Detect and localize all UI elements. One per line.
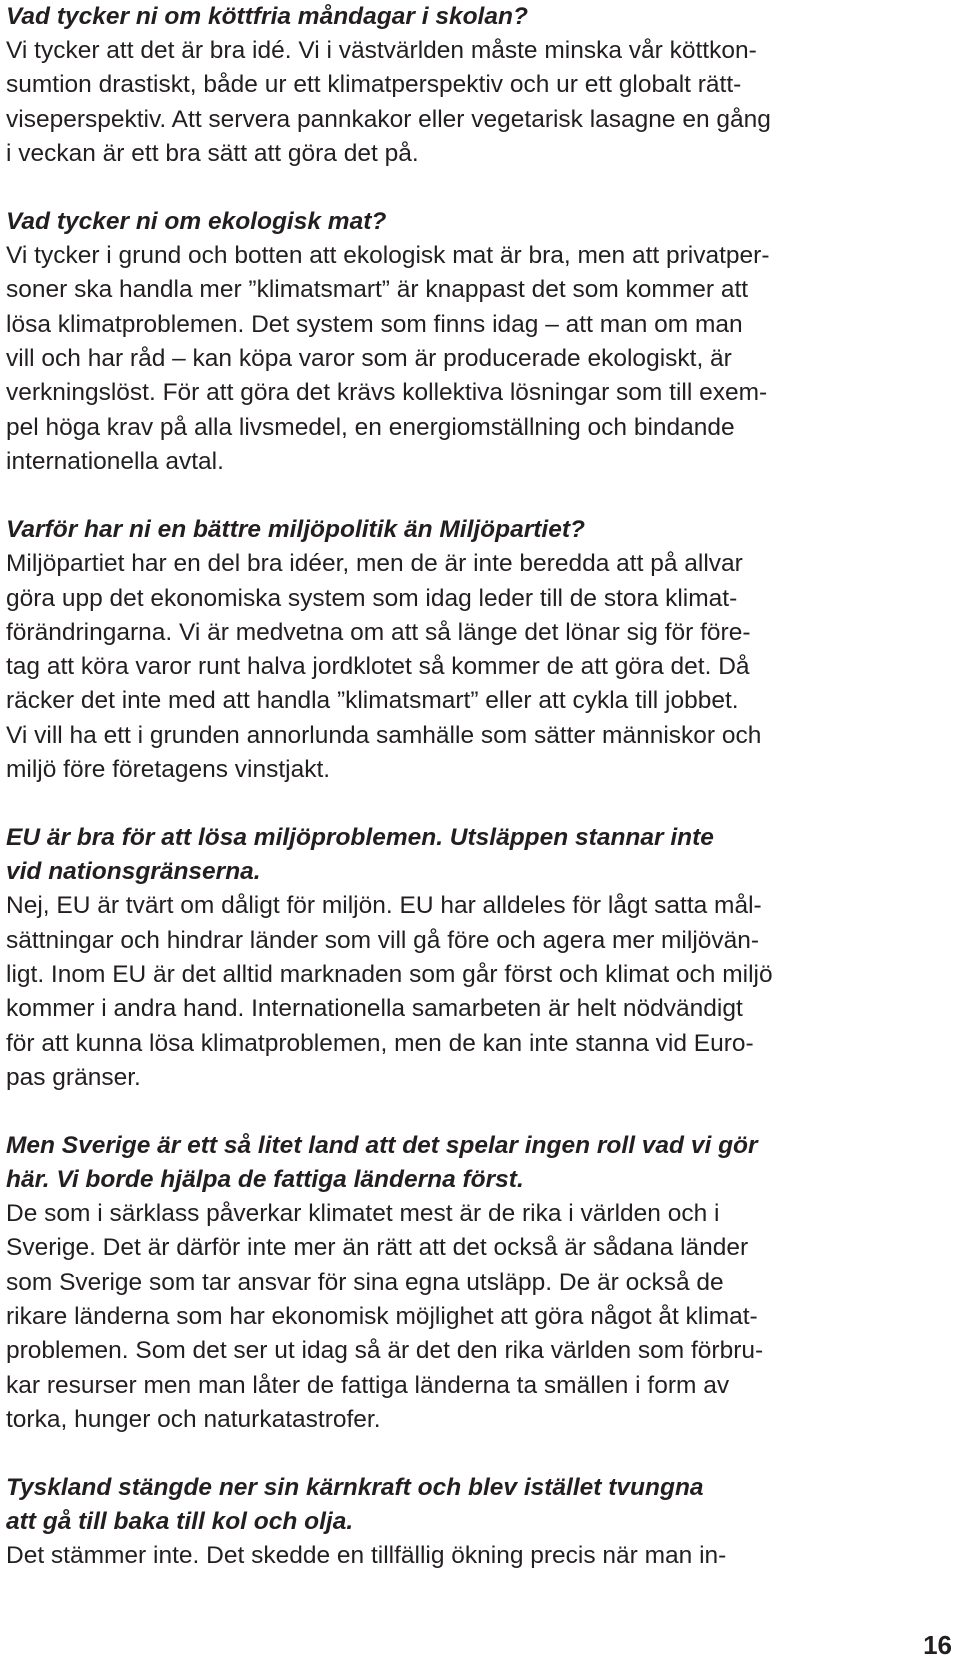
question-heading: EU är bra för att lösa miljöproblemen. Utsläppen stannar inte vid nationsgränserna. xyxy=(6,824,714,886)
answer-paragraph: Det stämmer inte. Det skedde en tillfällig ökning precis när man in- xyxy=(6,1542,727,1570)
qa-section-environmental-policy xyxy=(6,513,946,787)
question-heading: Vad tycker ni om ekologisk mat? xyxy=(6,208,387,236)
document-page xyxy=(6,0,946,1574)
qa-section-germany-nuclear xyxy=(6,1471,946,1573)
section-spacer xyxy=(6,479,946,513)
section-spacer xyxy=(6,1095,946,1129)
section-spacer xyxy=(6,787,946,821)
question-heading: Vad tycker ni om köttfria måndagar i skolan? xyxy=(6,3,528,30)
question-heading: Tyskland stängde ner sin kärnkraft och blev istället tvungna att gå till baka till kol och olja. xyxy=(6,1474,704,1536)
qa-section-sweden-small-country xyxy=(6,1129,946,1437)
answer-paragraph: Nej, EU är tvärt om dåligt för miljön. EU har alldeles för lågt satta mål- sättningar och hindrar länder som vill gå före och agera mer miljövän- ligt. Inom EU är det alltid marknaden som går först och klimat och miljö kommer i andra hand. Internationella samarbeten är helt nödvändigt för att kunna lösa klimatproblemen, men de kan inte stanna vid Euro- pas gränser. xyxy=(6,892,773,1091)
question-heading: Men Sverige är ett så litet land att det spelar ingen roll vad vi gör här. Vi borde hjälpa de fattiga länderna först. xyxy=(6,1132,758,1194)
answer-paragraph: Vi tycker i grund och botten att ekologisk mat är bra, men att privatper- soner ska handla mer ”klimatsmart” är knappast det som kommer att lösa klimatproblemen. Det system som finns idag – att man om man vill och har råd – kan köpa varor som är producerade ekologiskt, är verkningslöst. För att göra det krävs kollektiva lösningar som till exem- pel höga krav på alla livsmedel, en energiomställning och bindande internationella avtal. xyxy=(6,242,770,475)
section-spacer xyxy=(6,171,946,205)
answer-paragraph: Vi tycker att det är bra idé. Vi i västvärlden måste minska vår köttkon- sumtion drastiskt, både ur ett klimatperspektiv och ur ett globalt rätt- viseperspektiv. Att servera pannkakor eller vegetarisk lasagne en gång i veckan är ett bra sätt att göra det på. xyxy=(6,37,771,167)
question-heading: Varför har ni en bättre miljöpolitik än Miljöpartiet? xyxy=(6,516,585,544)
qa-section-organic-food xyxy=(6,205,946,479)
answer-paragraph: De som i särklass påverkar klimatet mest är de rika i världen och i Sverige. Det är därför inte mer än rätt att det också är sådana länder som Sverige som tar ansvar för sina egna utsläpp. De är också de rikare länderna som har ekonomisk möjlighet att göra något åt klimat- problemen. Som det ser ut idag så är det den rika världen som förbru- kar resurser men man låter de fattiga länderna ta smällen i form av torka, hunger och naturkatastrofer. xyxy=(6,1200,764,1433)
qa-section-eu xyxy=(6,821,946,1095)
section-spacer xyxy=(6,1437,946,1471)
page-number: 16 xyxy=(923,1630,952,1660)
qa-section-meat-free-mondays xyxy=(6,0,946,171)
answer-paragraph: Miljöpartiet har en del bra idéer, men de är inte beredda att på allvar göra upp det ekonomiska system som idag leder till de stora klimat- förändringarna. Vi är medvetna om att så länge det lönar sig för före- tag att köra varor runt halva jordklotet så kommer de att göra det. Då räcker det inte med att handla ”klimatsmart” eller att cykla till jobbet. Vi vill ha ett i grunden annorlunda samhälle som sätter människor och miljö före företagens vinstjakt. xyxy=(6,550,762,784)
